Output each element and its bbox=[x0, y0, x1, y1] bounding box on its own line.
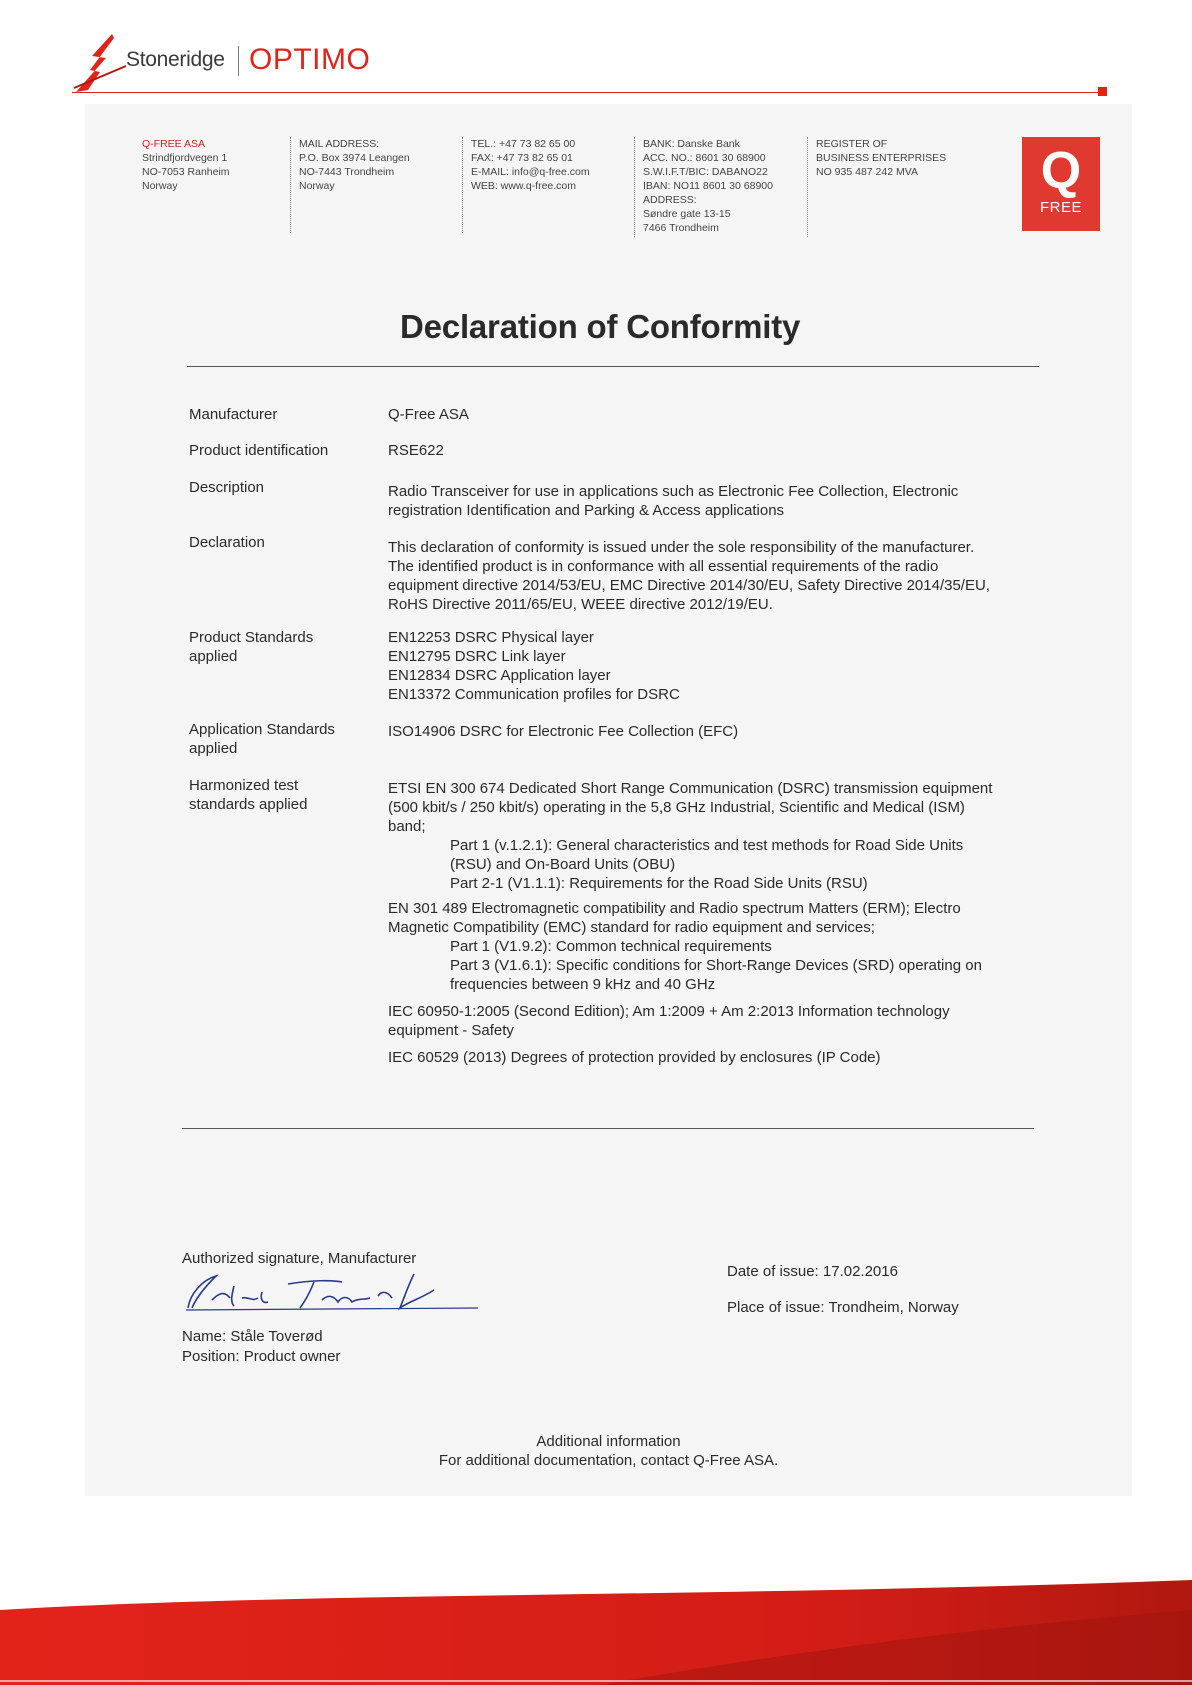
letterhead-company: Q-FREE ASA Strindfjordvegen 1 NO-7053 Ranheim Norway bbox=[142, 138, 230, 192]
qfree-logo-word: FREE bbox=[1039, 199, 1082, 216]
harmonized-en-301-parts: Part 1 (V1.9.2): Common technical requirements Part 3 (V1.6.1): Specific conditions for Short-Range Devices (SRD) operating on frequencies between 9 kHz and 40 GHz bbox=[450, 938, 982, 993]
letterhead-contact: TEL.: +47 73 82 65 00 FAX: +47 73 82 65 01 E-MAIL: info@q-free.com WEB: www.q-free.com bbox=[471, 138, 590, 192]
signatory-position: Position: Product owner bbox=[182, 1348, 341, 1365]
row-label-declaration: Declaration bbox=[189, 534, 265, 551]
signature-heading: Authorized signature, Manufacturer bbox=[182, 1250, 417, 1267]
header-rule bbox=[72, 92, 1102, 93]
qfree-logo-letter: Q bbox=[1040, 142, 1082, 200]
product-name: OPTIMO bbox=[249, 43, 371, 76]
additional-text: For additional documentation, contact Q-Free ASA. bbox=[438, 1452, 779, 1469]
qfree-logo bbox=[1022, 137, 1100, 231]
harmonized-iec-60950: IEC 60950-1:2005 (Second Edition); Am 1:2009 + Am 2:2013 Information technology equipment - Safety bbox=[388, 1003, 950, 1039]
harmonized-etsi-300: ETSI EN 300 674 Dedicated Short Range Communication (DSRC) transmission equipment (500 kbit/s / 250 kbit/s) operating in the 5,8 GHz Industrial, Scientific and Medical (ISM) band; bbox=[388, 780, 993, 835]
brand-name: Stoneridge bbox=[126, 48, 225, 71]
row-label-description: Description bbox=[189, 479, 265, 496]
letterhead-divider bbox=[462, 137, 463, 233]
row-label-product-standards: Product Standards applied bbox=[189, 629, 314, 665]
letterhead-register: REGISTER OF BUSINESS ENTERPRISES NO 935 487 242 MVA bbox=[816, 138, 947, 178]
letterhead-divider bbox=[290, 137, 291, 233]
additional-heading: Additional information bbox=[536, 1433, 681, 1450]
letterhead-divider bbox=[634, 137, 635, 237]
letterhead-divider bbox=[807, 137, 808, 237]
handwritten-signature bbox=[182, 1268, 482, 1314]
letterhead-mail: MAIL ADDRESS: P.O. Box 3974 Leangen NO-7443 Trondheim Norway bbox=[299, 138, 410, 192]
brand-separator bbox=[238, 46, 239, 76]
row-value-description: Radio Transceiver for use in applications such as Electronic Fee Collection, Electronic registration Identification and Parking & Access applications bbox=[388, 483, 959, 519]
title-rule bbox=[187, 366, 1039, 367]
place-of-issue: Place of issue: Trondheim, Norway bbox=[727, 1299, 959, 1316]
row-value-product-identification: RSE622 bbox=[388, 442, 444, 459]
row-label-application-standards: Application Standards applied bbox=[189, 721, 335, 757]
stoneridge-logo-icon bbox=[70, 32, 130, 94]
signature-handwriting-text: Ståle Toverød bbox=[182, 1268, 189, 1269]
letterhead-bank: BANK: Danske Bank ACC. NO.: 8601 30 68900 S.W.I.F.T/BIC: DABANO22 IBAN: NO11 8601 30 68900 ADDRESS: Søndre gate 13-15 7466 Trondheim bbox=[643, 138, 773, 234]
harmonized-iec-60529: IEC 60529 (2013) Degrees of protection provided by enclosures (IP Code) bbox=[388, 1049, 881, 1066]
row-value-application-standards: ISO14906 DSRC for Electronic Fee Collection (EFC) bbox=[388, 723, 739, 740]
row-label-manufacturer: Manufacturer bbox=[189, 406, 278, 423]
signatory-details bbox=[182, 1327, 340, 1367]
row-label-product-identification: Product identification bbox=[189, 442, 329, 459]
harmonized-etsi-300-parts: Part 1 (v.1.2.1): General characteristics and test methods for Road Side Units (RSU) and On-Board Units (OBU) Part 2-1 (V1.1.1): Requirements for the Road Side Units (RSU) bbox=[450, 837, 964, 892]
row-label-harmonized: Harmonized test standards applied bbox=[189, 777, 308, 813]
document-title: Declaration of Conformity bbox=[400, 308, 801, 345]
row-value-declaration: This declaration of conformity is issued under the sole responsibility of the manufacturer. The identified product is in conformance with all essential requirements of the radio equipment directive 2014/53/EU, EMC Directive 2014/30/EU, Safety Directive 2014/35/EU, RoHS Directive 2011/65/EU, WEEE directive 2012/19/EU. bbox=[388, 539, 990, 613]
harmonized-en-301: EN 301 489 Electromagnetic compatibility and Radio spectrum Matters (ERM); Electro Magnetic Compatibility (EMC) standard for radio equipment and services; bbox=[388, 900, 961, 936]
date-of-issue: Date of issue: 17.02.2016 bbox=[727, 1263, 898, 1280]
row-value-manufacturer: Q-Free ASA bbox=[388, 406, 469, 423]
body-rule bbox=[182, 1128, 1034, 1129]
row-value-product-standards: EN12253 DSRC Physical layer EN12795 DSRC Link layer EN12834 DSRC Application layer EN13372 Communication profiles for DSRC bbox=[388, 629, 680, 703]
footer-band bbox=[0, 1580, 1192, 1685]
header-square bbox=[1098, 87, 1107, 96]
signatory-name: Name: Ståle Toverød bbox=[182, 1328, 323, 1345]
